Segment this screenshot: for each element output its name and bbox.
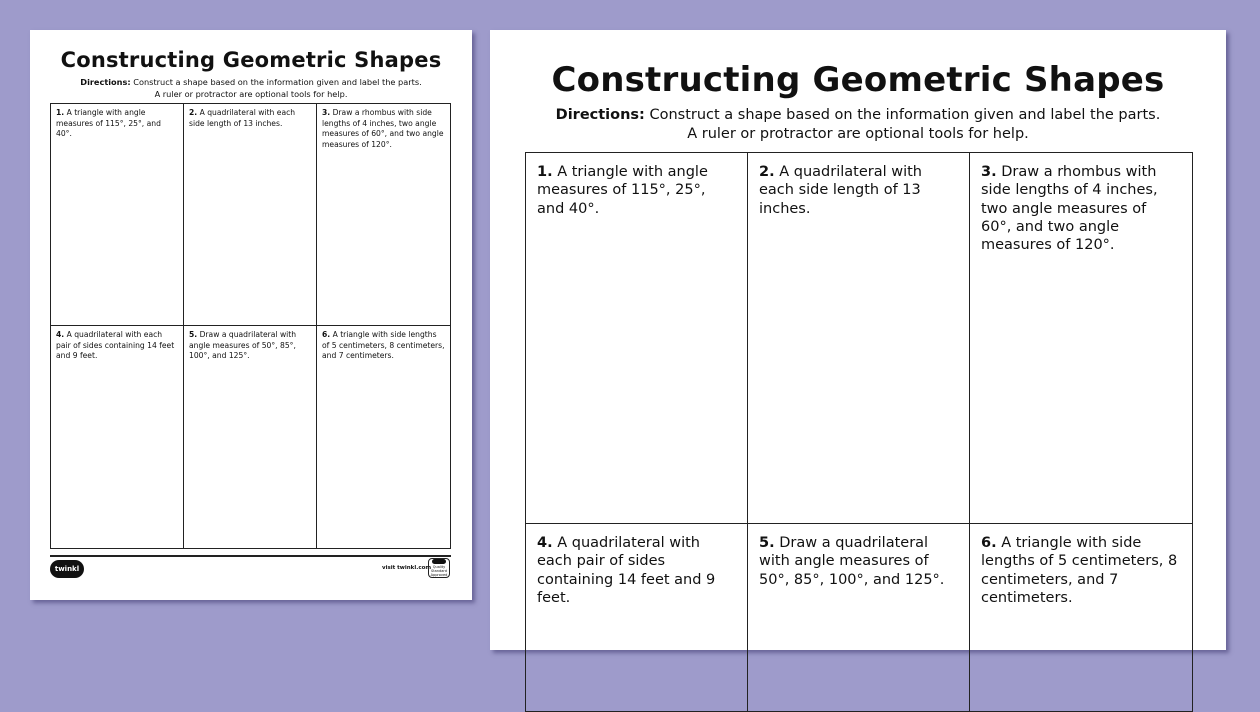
problem-grid — [525, 152, 1193, 712]
badge-text: Quality Standard Approved — [430, 565, 448, 577]
problem-number: 1. — [56, 108, 65, 117]
problem-text: A quadrilateral with each side length of 13 inches. — [759, 164, 922, 217]
problem-number: 3. — [322, 108, 331, 117]
problem-number: 1. — [537, 164, 553, 180]
problem-text: A quadrilateral with each side length of 13 inches. — [189, 108, 296, 128]
worksheet-title: Constructing Geometric Shapes — [551, 60, 1165, 100]
problem-cell-6 — [317, 326, 450, 548]
problem-number: 5. — [759, 535, 775, 551]
problem-number: 2. — [189, 108, 198, 117]
problem-grid — [50, 103, 451, 549]
directions-line1: Construct a shape based on the information given and label the parts. — [644, 107, 1161, 123]
footer-divider — [50, 555, 451, 557]
problem-cell-1 — [526, 153, 748, 524]
twinkl-logo-icon: twinkl — [50, 560, 84, 578]
problem-cell-3 — [317, 104, 450, 326]
worksheet-title: Constructing Geometric Shapes — [60, 48, 442, 72]
problem-cell-3 — [970, 153, 1192, 524]
worksheet-preview-large — [490, 30, 1226, 650]
problem-cell-5 — [748, 524, 970, 711]
problem-number: 2. — [759, 164, 775, 180]
problem-number: 5. — [189, 330, 198, 339]
problem-text: A triangle with angle measures of 115°, 25°, and 40°. — [537, 164, 708, 217]
problem-cell-4 — [526, 524, 748, 711]
problem-cell-2 — [184, 104, 317, 326]
worksheet-preview-small — [30, 30, 472, 600]
problem-cell-1 — [51, 104, 184, 326]
directions-label: Directions: — [555, 107, 645, 123]
directions-line1: Construct a shape based on the information given and label the parts. — [130, 77, 422, 87]
problem-text: A quadrilateral with each pair of sides containing 14 feet and 9 feet. — [537, 535, 716, 606]
problem-cell-5 — [184, 326, 317, 548]
problem-text: A triangle with angle measures of 115°, 25°, and 40°. — [56, 108, 161, 138]
worksheet-directions — [490, 106, 1226, 144]
problem-text: A triangle with side lengths of 5 centimeters, 8 centimeters, and 7 centimeters. — [981, 535, 1178, 606]
problem-text: Draw a quadrilateral with angle measures of 50°, 85°, 100°, and 125°. — [189, 330, 297, 360]
problem-number: 4. — [56, 330, 65, 339]
problem-number: 6. — [981, 535, 997, 551]
problem-text: Draw a rhombus with side lengths of 4 inches, two angle measures of 60°, and two angle measures of 120°. — [981, 164, 1158, 254]
directions-line2: A ruler or protractor are optional tools for help. — [154, 89, 348, 99]
problem-number: 3. — [981, 164, 997, 180]
directions-line2: A ruler or protractor are optional tools for help. — [687, 126, 1029, 142]
worksheet-directions — [30, 76, 472, 100]
problem-text: A triangle with side lengths of 5 centimeters, 8 centimeters, and 7 centimeters. — [322, 330, 445, 360]
problem-cell-4 — [51, 326, 184, 548]
problem-number: 6. — [322, 330, 331, 339]
badge-cloud-icon — [432, 559, 446, 564]
problem-text: Draw a rhombus with side lengths of 4 inches, two angle measures of 60°, and two angle measures of 120°. — [322, 108, 444, 149]
problem-text: A quadrilateral with each pair of sides containing 14 feet and 9 feet. — [56, 330, 175, 360]
visit-twinkl-link: visit twinkl.com — [382, 565, 432, 571]
problem-cell-2 — [748, 153, 970, 524]
directions-label: Directions: — [80, 77, 131, 87]
quality-badge-icon — [428, 558, 450, 578]
problem-cell-6 — [970, 524, 1192, 711]
problem-text: Draw a quadrilateral with angle measures of 50°, 85°, 100°, and 125°. — [759, 535, 945, 588]
problem-number: 4. — [537, 535, 553, 551]
